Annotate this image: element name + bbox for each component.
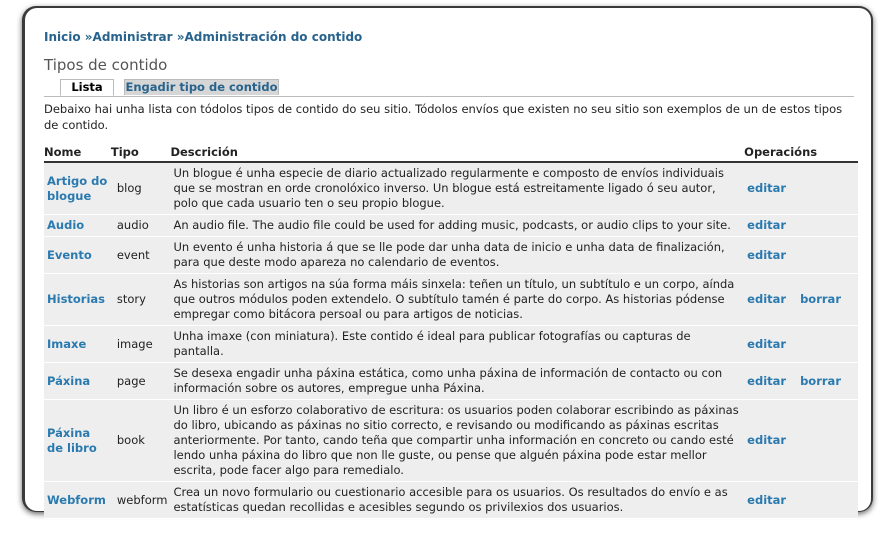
content-type-description: Un evento é unha historia á que se lle pode dar unha data de inicio e unha data de finalización, para que deste modo apareza no calendario de eventos. <box>170 237 744 274</box>
operations-cell <box>744 162 858 215</box>
table-row <box>44 363 858 400</box>
edit-link[interactable]: editar <box>747 247 787 262</box>
content-type-name-link[interactable]: Imaxe <box>44 326 111 363</box>
operations-cell <box>744 400 858 482</box>
content-type-machine-name: page <box>111 363 171 400</box>
edit-link[interactable]: editar <box>747 181 787 195</box>
table-row <box>44 162 858 215</box>
edit-link[interactable]: editar <box>747 336 787 351</box>
content-type-name-link[interactable]: Webform <box>44 482 111 519</box>
content-type-name-link[interactable]: Páxina de libro <box>44 400 111 482</box>
content-type-name-link[interactable]: Páxina <box>44 363 111 400</box>
content-type-description: Unha imaxe (con miniatura). Este contido é ideal para publicar fotografías ou capturas de pantalla. <box>170 326 744 363</box>
operations-cell <box>744 326 858 363</box>
header-nome[interactable]: Nome <box>44 143 111 162</box>
content-type-description: Crea un novo formulario ou cuestionario accesible para os usuarios. Os resultados do envío e as estatísticas quedan recollidas e acesibles segundo os privilexios dos usuarios. <box>170 482 744 519</box>
breadcrumb <box>44 30 362 44</box>
content-type-machine-name: blog <box>111 162 171 215</box>
breadcrumb-link-contido[interactable]: Administración do contido <box>184 30 363 44</box>
content-type-machine-name: event <box>111 237 171 274</box>
operations-cell <box>744 215 858 237</box>
edit-link[interactable]: editar <box>747 433 787 447</box>
breadcrumb-separator: » <box>176 30 185 44</box>
content-type-machine-name: audio <box>111 215 171 237</box>
content-type-description: Un blogue é unha especie de diario actualizado regularmente e composto de envíos individuais que se mostran en orde cronolóxico inverso. Un blogue está estreitamente ligado ó seu autor, polo que cada usuario ten o seu propio blogue. <box>170 162 744 215</box>
operations-cell <box>744 274 858 326</box>
operations-cell <box>744 482 858 519</box>
intro-text: Debaixo hai unha lista con tódolos tipos de contido do seu sitio. Tódolos envíos que existen no seu sitio son exemplos de un de estos tipos de contido. <box>44 102 843 132</box>
breadcrumb-link-administrar[interactable]: Administrar <box>92 30 173 44</box>
content-type-name-link[interactable]: Artigo do blogue <box>44 162 111 215</box>
delete-link[interactable]: borrar <box>800 292 841 306</box>
header-tipo[interactable]: Tipo <box>111 143 171 162</box>
table-row <box>44 326 858 363</box>
tab-lista[interactable]: Lista <box>60 79 114 96</box>
content-type-name-link[interactable]: Audio <box>44 215 111 237</box>
breadcrumb-separator: » <box>84 30 93 44</box>
tab-engadir-tipo[interactable]: Engadir tipo de contido <box>125 80 278 94</box>
content-type-machine-name: image <box>111 326 171 363</box>
content-types-table <box>44 143 858 519</box>
content-type-name-link[interactable]: Historias <box>44 274 111 326</box>
edit-link[interactable]: editar <box>747 373 787 388</box>
edit-link[interactable]: editar <box>747 218 787 232</box>
page-title: Tipos de contido <box>44 56 168 74</box>
table-row <box>44 400 858 482</box>
content-type-machine-name: webform <box>111 482 171 519</box>
table-row <box>44 274 858 326</box>
table-row <box>44 215 858 237</box>
content-type-description: An audio file. The audio file could be used for adding music, podcasts, or audio clips to your site. <box>170 215 744 237</box>
edit-link[interactable]: editar <box>747 292 787 306</box>
content-type-name-link[interactable]: Evento <box>44 237 111 274</box>
content-type-machine-name: story <box>111 274 171 326</box>
edit-link[interactable]: editar <box>747 492 787 507</box>
content-type-machine-name: book <box>111 400 171 482</box>
operations-cell <box>744 237 858 274</box>
content-type-description: As historias son artigos na súa forma máis sinxela: teñen un título, un subtítulo e un corpo, aínda que outros módulos poden extendelo. O subtítulo tamén é parte do corpo. As historias pódense empregar como bitácora persoal ou para artigos de noticias. <box>170 274 744 326</box>
tab-bar <box>44 79 854 97</box>
operations-cell <box>744 363 858 400</box>
content-type-description: Un libro é un esforzo colaborativo de escritura: os usuarios poden colaborar escribindo as páxinas do libro, ubicando as páxinas no sitio correcto, e revisando ou modificando as páxinas escritas anteriormente. Por tanto, cando teña que compartir unha información en concreto ou cando esté lendo unha páxina do libro que non lle guste, ou pense que alguén páxina pode estar mellor escrita, pode facer algo para remedialo. <box>170 400 744 482</box>
content-type-description: Se desexa engadir unha páxina estática, como unha páxina de información de contacto ou con información sobre os autores, empregue unha Páxina. <box>170 363 744 400</box>
table-body <box>44 162 858 519</box>
header-operacions: Operacións <box>744 143 858 162</box>
breadcrumb-link-inicio[interactable]: Inicio <box>44 30 81 44</box>
table-row <box>44 237 858 274</box>
table-header-row <box>44 143 858 162</box>
header-descricion: Descrición <box>170 143 744 162</box>
delete-link[interactable]: borrar <box>800 373 841 388</box>
table-row <box>44 482 858 519</box>
